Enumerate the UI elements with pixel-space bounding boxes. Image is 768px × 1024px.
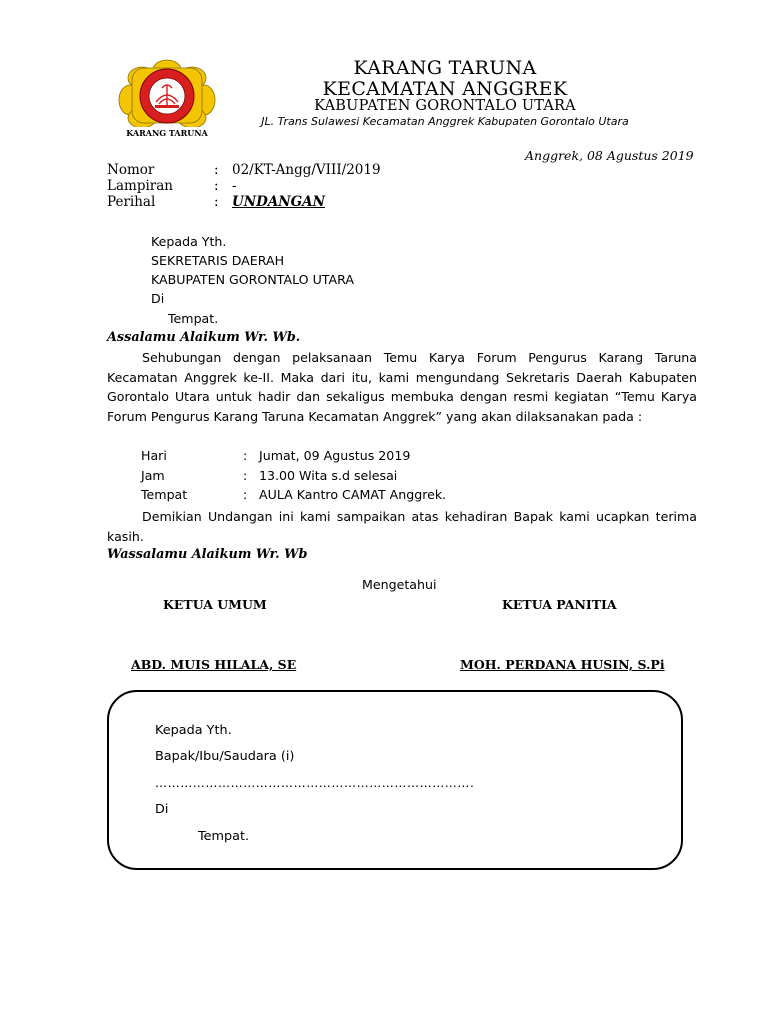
recipient-line3: KABUPATEN GORONTALO UTARA: [151, 272, 354, 287]
address-box-line4: Di: [155, 802, 169, 817]
closing-paragraph: Demikian Undangan ini kami sampaikan atas kehadiran Bapak kami ucapkan terima kasih.: [107, 509, 697, 544]
lampiran-value: -: [232, 178, 237, 194]
address-box-line1: Kepada Yth.: [155, 723, 232, 738]
closing-salutation: Wassalamu Alaikum Wr. Wb: [107, 547, 308, 562]
hari-colon: :: [243, 448, 248, 463]
acknowledge-label: Mengetahui: [362, 577, 437, 592]
jam-label: Jam: [141, 468, 165, 483]
org-address: JL. Trans Sulawesi Kecamatan Anggrek Kabupaten Gorontalo Utara: [261, 115, 629, 128]
tempat-colon: :: [243, 487, 248, 502]
karang-taruna-logo: [112, 58, 222, 140]
org-name: KARANG TARUNA: [353, 57, 537, 79]
lampiran-colon: :: [214, 178, 219, 194]
recipient-line2: SEKRETARIS DAERAH: [151, 253, 285, 268]
nomor-value: 02/KT-Angg/VIII/2019: [232, 162, 381, 178]
nomor-label: Nomor: [107, 162, 155, 178]
tempat-value: AULA Kantro CAMAT Anggrek.: [259, 487, 447, 502]
left-signatory-title: KETUA UMUM: [163, 597, 267, 612]
logo-caption: KARANG TARUNA: [126, 128, 208, 138]
address-box-line2: Bapak/Ibu/Saudara (i): [155, 749, 295, 764]
recipient-line5: Tempat.: [168, 311, 219, 326]
lampiran-label: Lampiran: [107, 178, 173, 194]
jam-colon: :: [243, 468, 248, 483]
tempat-label: Tempat: [141, 487, 188, 502]
left-signatory-name: ABD. MUIS HILALA, SE: [131, 657, 297, 672]
address-box-line5: Tempat.: [198, 829, 250, 844]
right-signatory-name: MOH. PERDANA HUSIN, S.Pi: [460, 657, 665, 672]
place-date: Anggrek, 08 Agustus 2019: [525, 148, 694, 163]
perihal-label: Perihal: [107, 194, 156, 210]
recipient-line1: Kepada Yth.: [151, 234, 227, 249]
hari-label: Hari: [141, 448, 167, 463]
org-regency: KABUPATEN GORONTALO UTARA: [314, 98, 576, 114]
nomor-colon: :: [214, 162, 219, 178]
perihal-value: UNDANGAN: [232, 194, 325, 210]
salutation: Assalamu Alaikum Wr. Wb.: [107, 330, 301, 345]
address-box-dots: ………………………………………………………………….: [155, 776, 475, 790]
jam-value: 13.00 Wita s.d selesai: [259, 468, 398, 483]
right-signatory-title: KETUA PANITIA: [502, 597, 617, 612]
org-district: KECAMATAN ANGGREK: [322, 78, 568, 100]
body-paragraph: Sehubungan dengan pelaksanaan Temu Karya Forum Pengurus Karang Taruna Kecamatan Anggrek ke-II. Maka dari itu, kami mengundang Sekretaris Daerah Kabupaten Gorontalo Utara untuk hadir dan sekaligus membuka dengan resmi kegiatan “Temu Karya Forum Pengurus Karang Taruna Kecamatan Anggrek” yang akan dilaksanakan pada :: [107, 350, 697, 424]
recipient-line4: Di: [151, 291, 165, 306]
perihal-colon: :: [214, 194, 219, 210]
hari-value: Jumat, 09 Agustus 2019: [259, 448, 411, 463]
